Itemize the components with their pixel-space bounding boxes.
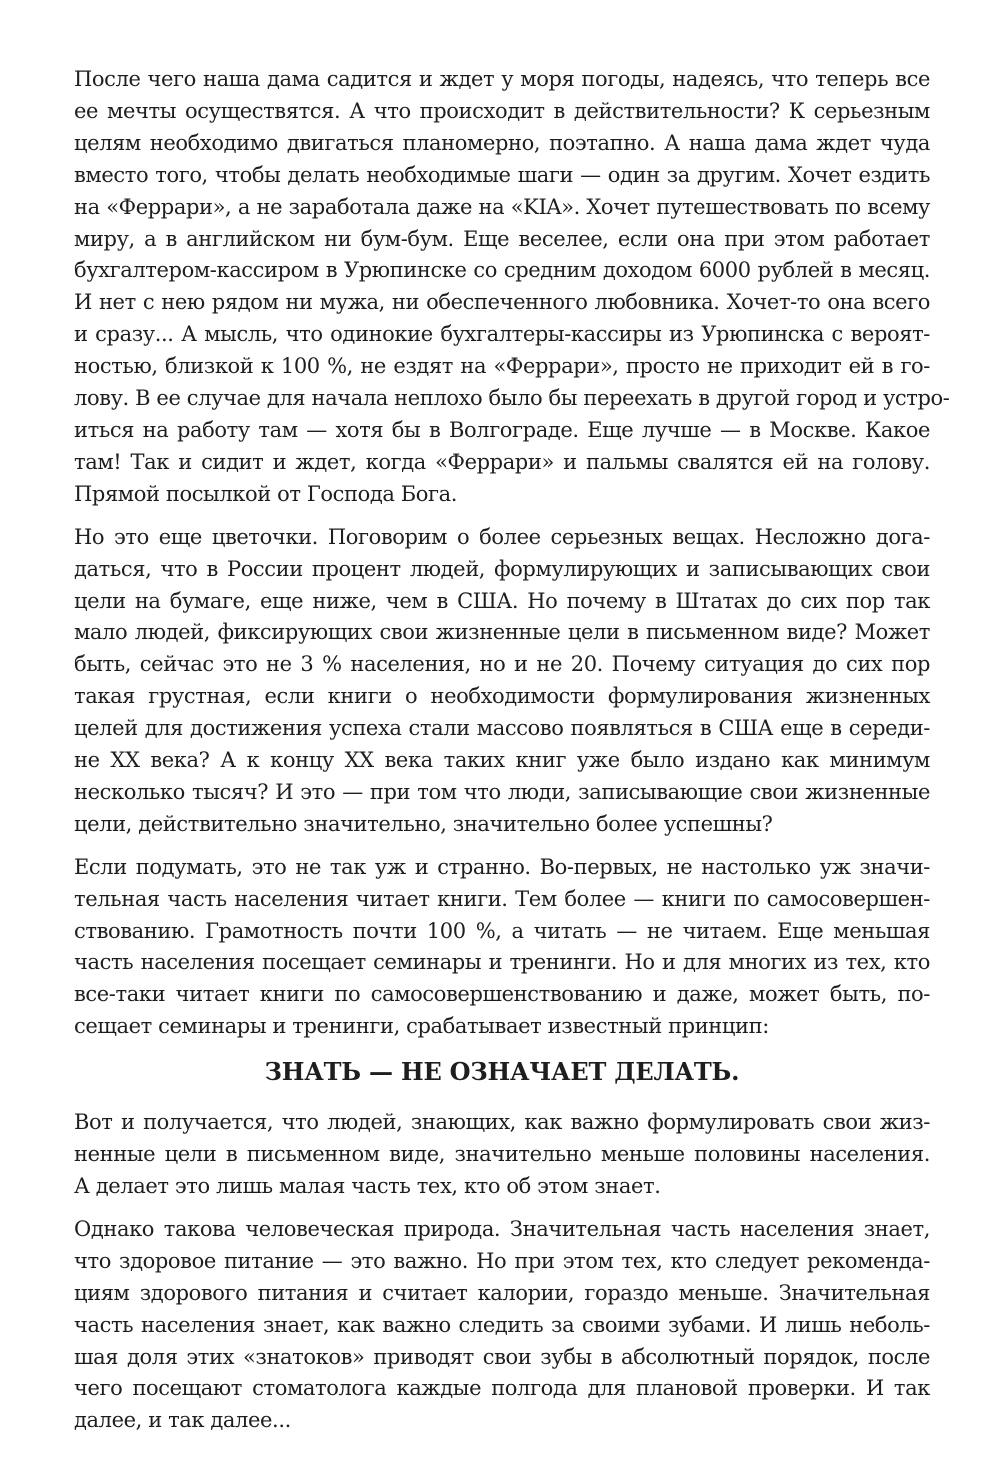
text-line: иться на работу там — хотя бы в Волгограде. Еще лучше — в Москве. Какое (74, 417, 930, 442)
page-body (74, 64, 950, 1448)
text-line: быть, сейчас это не 3 % населения, но и не 20. Почему ситуация до сих пор (74, 652, 930, 677)
text-line: не XX века? А к концу XX века таких книг уже было издано как минимум (74, 748, 930, 773)
text-line: тельная часть населения читает книги. Тем более — книги по самосовершен- (74, 886, 930, 911)
text-line: целям необходимо двигаться планомерно, поэтапно. А наша дама ждет чуда (74, 130, 930, 155)
text-line: там! Так и сидит и ждет, когда «Феррари» и пальмы свалятся ей на голову. (74, 449, 930, 474)
text-line: что здоровое питание — это важно. Но при этом тех, кто следует рекоменда- (74, 1248, 930, 1273)
text-line: далее, и так далее... (74, 1408, 291, 1433)
paragraph-5 (74, 1214, 930, 1437)
text-line: А делает это лишь малая часть тех, кто об этом знает. (74, 1174, 661, 1198)
text-line: часть населения посещает семинары и тренинги. Но и для многих из тех, кто (74, 950, 930, 975)
text-line: ностью, близкой к 100 %, не ездят на «Феррари», просто не приходит ей в го- (74, 354, 930, 379)
paragraph-4 (74, 1107, 930, 1203)
text-line: миру, а в английском ни бум-бум. Еще веселее, если она при этом работает (74, 226, 930, 251)
text-line: на «Феррари», а не заработала даже на «KIA». Хочет путешествовать по всему (74, 194, 930, 219)
text-line: все-таки читает книги по самосовершенствованию и даже, может быть, по- (74, 982, 930, 1007)
text-line: чего посещают стоматолога каждые полгода для плановой проверки. И так (74, 1376, 930, 1401)
paragraph-1 (74, 64, 950, 511)
text-line: вместо того, чтобы делать необходимые шаги — один за другим. Хочет ездить (74, 162, 930, 187)
text-line: ненные цели в письменном виде, значительно меньше половины населения. (74, 1142, 930, 1167)
text-line: Вот и получается, что людей, знающих, как важно формулировать свои жиз- (74, 1110, 930, 1135)
text-line: даться, что в России процент людей, формулирующих и записывающих свои (74, 556, 930, 581)
text-line: ствованию. Грамотность почти 100 %, а читать — не читаем. Еще меньшая (74, 918, 930, 943)
text-line: цели на бумаге, еще ниже, чем в США. Но почему в Штатах до сих пор так (74, 588, 930, 613)
text-line: сещает семинары и тренинги, срабатывает известный принцип: (74, 1014, 769, 1039)
text-line: такая грустная, если книги о необходимости формулирования жизненных (74, 684, 930, 709)
text-line: несколько тысяч? И это — при том что люди, записывающие свои жизненные (74, 779, 930, 804)
text-line: цели, действительно значительно, значительно более успешны? (74, 811, 773, 836)
paragraph-2 (74, 522, 930, 841)
text-line: и сразу... А мысль, что одинокие бухгалтеры-кассиры из Урюпинска с вероят- (74, 322, 930, 347)
text-line: После чего наша дама садится и ждет у моря погоды, надеясь, что теперь все (74, 67, 930, 91)
text-line: Прямой посылкой от Господа Бога. (74, 481, 458, 506)
text-line: целей для достижения успеха стали массово появляться в США еще в середи- (74, 716, 930, 741)
text-line: циям здорового питания и считает калории, гораздо меньше. Значительная (74, 1280, 930, 1305)
paragraph-3 (74, 852, 930, 1043)
text-line: шая доля этих «знатоков» приводят свои зубы в абсолютный порядок, после (74, 1344, 930, 1369)
text-line: бухгалтером-кассиром в Урюпинске со средним доходом 6000 рублей в месяц. (74, 258, 930, 283)
text-line: лову. В ее случае для начала неплохо было бы переехать в другой город и устро- (74, 386, 950, 411)
text-line: мало людей, фиксирующих свои жизненные цели в письменном виде? Может (74, 620, 930, 645)
text-line: Однако такова человеческая природа. Значительная часть населения знает, (74, 1216, 930, 1241)
text-line: И нет с нею рядом ни мужа, ни обеспеченного любовника. Хочет-то она всего (74, 290, 930, 315)
text-line: часть населения знает, как важно следить за своими зубами. И лишь неболь- (74, 1312, 930, 1337)
text-line: ее мечты осуществятся. А что происходит в действительности? К серьезным (74, 98, 930, 123)
text-line: Если подумать, это не так уж и странно. Во-первых, не настолько уж значи- (74, 854, 930, 879)
section-heading: ЗНАТЬ — НЕ ОЗНАЧАЕТ ДЕЛАТЬ. (264, 1057, 740, 1087)
text-line: Но это еще цветочки. Поговорим о более серьезных вещах. Несложно дога- (74, 524, 930, 549)
